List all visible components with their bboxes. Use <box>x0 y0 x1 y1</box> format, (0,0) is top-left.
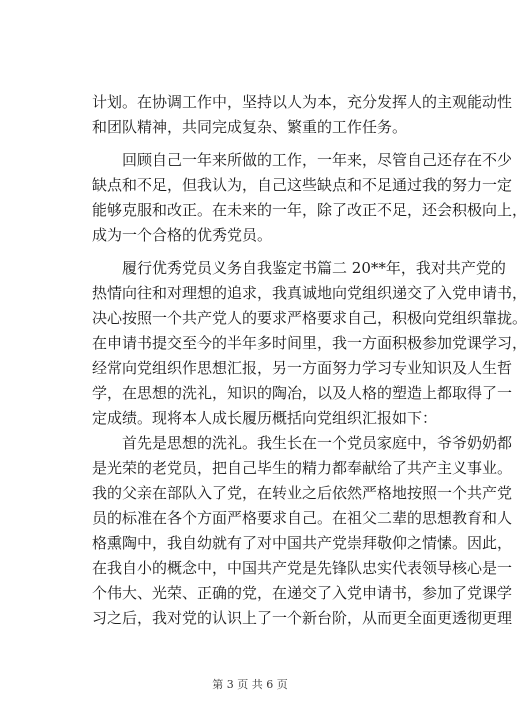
document-body <box>92 90 527 631</box>
text-line: 决心按照一个共产党人的要求严格要求自己，积极向党组织靠拢。 <box>92 309 527 327</box>
paragraph <box>92 256 527 431</box>
text-line: 履行优秀党员义务自我鉴定书篇二 20**年，我对共产党的 <box>122 259 506 277</box>
text-line: 回顾自己一年来所做的工作，一年来，尽管自己还存在不少 <box>122 151 513 169</box>
text-line: 员的标准在各个方面严格要求自己。在祖父二辈的思想教育和人 <box>92 509 513 527</box>
text-line: 经常向党组织作思想汇报，另一方面努力学习专业知识及人生哲 <box>92 359 513 377</box>
text-line: 缺点和不足，但我认为，自己这些缺点和不足通过我的努力一定 <box>92 176 513 194</box>
text-line: 习之后，我对党的认识上了一个新台阶，从而更全面更透彻更理 <box>92 609 513 627</box>
text-line: 能够克服和改正。在未来的一年，除了改正不足，还会积极向上， <box>92 201 527 219</box>
paragraph <box>92 90 513 140</box>
page-footer: 第 3 页 共 6 页 <box>212 678 288 691</box>
paragraph-spacer <box>92 248 422 256</box>
text-line: 学，在思想的洗礼，知识的陶冶，以及人格的塑造上都取得了一 <box>92 384 513 402</box>
text-line: 计划。在协调工作中，坚持以人为本，充分发挥人的主观能动性 <box>92 93 513 111</box>
text-line: 是光荣的老党员，把自己毕生的精力都奉献给了共产主义事业。 <box>92 459 513 477</box>
text-line: 个伟大、光荣、正确的党，在递交了入党申请书，参加了党课学 <box>92 584 513 602</box>
text-line: 热情向往和对理想的追求，我真诚地向党组织递交了入党申请书， <box>92 284 527 302</box>
text-line: 在申请书提交至今的半年多时间里，我一方面积极参加党课学习， <box>92 334 527 352</box>
text-line: 在我自小的概念中，中国共产党是先锋队忠实代表领导核心是一 <box>92 559 513 577</box>
text-line: 成为一个合格的优秀党员。 <box>92 226 273 244</box>
text-line: 我的父亲在部队入了党，在转业之后依然严格地按照一个共产党 <box>92 484 513 502</box>
paragraph <box>92 431 513 631</box>
paragraph-spacer <box>92 140 422 148</box>
text-line: 和团队精神，共同完成复杂、繁重的工作任务。 <box>92 118 408 136</box>
text-line: 首先是思想的洗礼。我生长在一个党员家庭中，爷爷奶奶都 <box>122 434 513 452</box>
paragraph <box>92 148 527 248</box>
text-line: 定成绩。现将本人成长履历概括向党组织汇报如下： <box>92 409 438 427</box>
text-line: 格熏陶中，我自幼就有了对中国共产党崇拜敬仰之情愫。因此， <box>92 534 513 552</box>
